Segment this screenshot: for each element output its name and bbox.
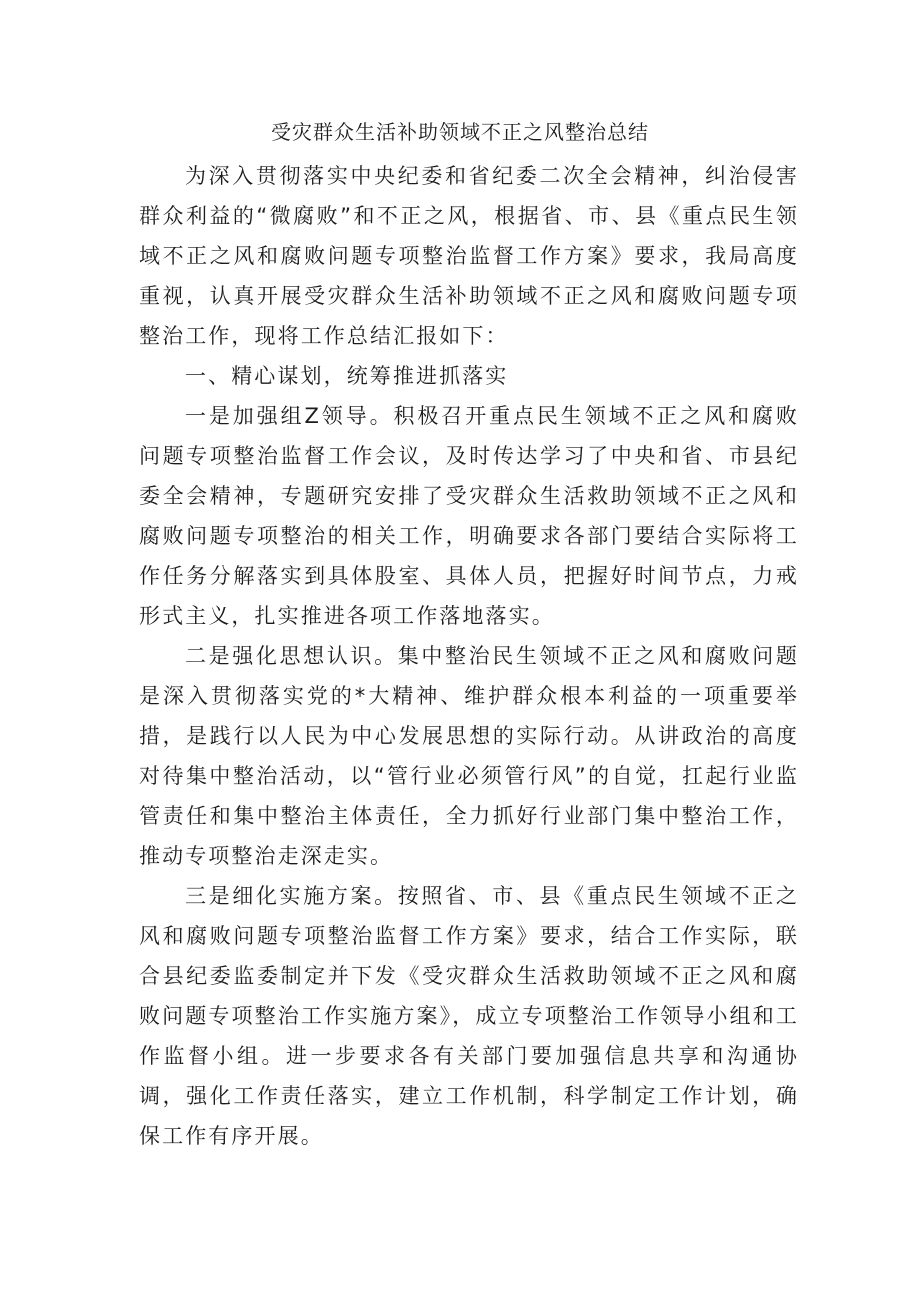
- paragraph-refine-plan: 三是细化实施方案。按照省、市、县《重点民生领域不正之风和腐败问题专项整治监督工作方案》要求，结合工作实际，联合县纪委监委制定并下发《受灾群众生活救助领域不正之风和腐败问题专项整治工作实施方案》，成立专项整治工作领导小组和工作监督小组。进一步要求各有关部门要加强信息共享和沟通协调，强化工作责任落实，建立工作机制，科学制定工作计划，确保工作有序开展。: [139, 884, 799, 1148]
- section-heading-1: 一、精心谋划，统筹推进抓落实: [185, 364, 509, 388]
- document-body: [139, 156, 799, 1156]
- document-title: 受灾群众生活补助领域不正之风整治总结: [271, 120, 649, 144]
- paragraph-strengthen-awareness: 二是强化思想认识。集中整治民生领域不正之风和腐败问题是深入贯彻落实党的*大精神、维护群众根本利益的一项重要举措，是践行以人民为中心发展思想的实际行动。从讲政治的高度对待集中整治活动，以“管行业必须管行风”的自觉，扛起行业监管责任和集中整治主体责任，全力抓好行业部门集中整治工作，推动专项整治走深走实。: [139, 644, 799, 868]
- intro-paragraph: 为深入贯彻落实中央纪委和省纪委二次全会精神，纠治侵害群众利益的“微腐败”和不正之风，根据省、市、县《重点民生领域不正之风和腐败问题专项整治监督工作方案》要求，我局高度重视，认真开展受灾群众生活补助领域不正之风和腐败问题专项整治工作，现将工作总结汇报如下：: [139, 164, 799, 348]
- paragraph-strengthen-leadership: 一是加强组Z领导。积极召开重点民生领域不正之风和腐败问题专项整治监督工作会议，及时传达学习了中央和省、市县纪委全会精神，专题研究安排了受灾群众生活救助领域不正之风和腐败问题专项整治的相关工作，明确要求各部门要结合实际将工作任务分解落实到具体股室、具体人员，把握好时间节点，力戒形式主义，扎实推进各项工作落地落实。: [139, 404, 799, 628]
